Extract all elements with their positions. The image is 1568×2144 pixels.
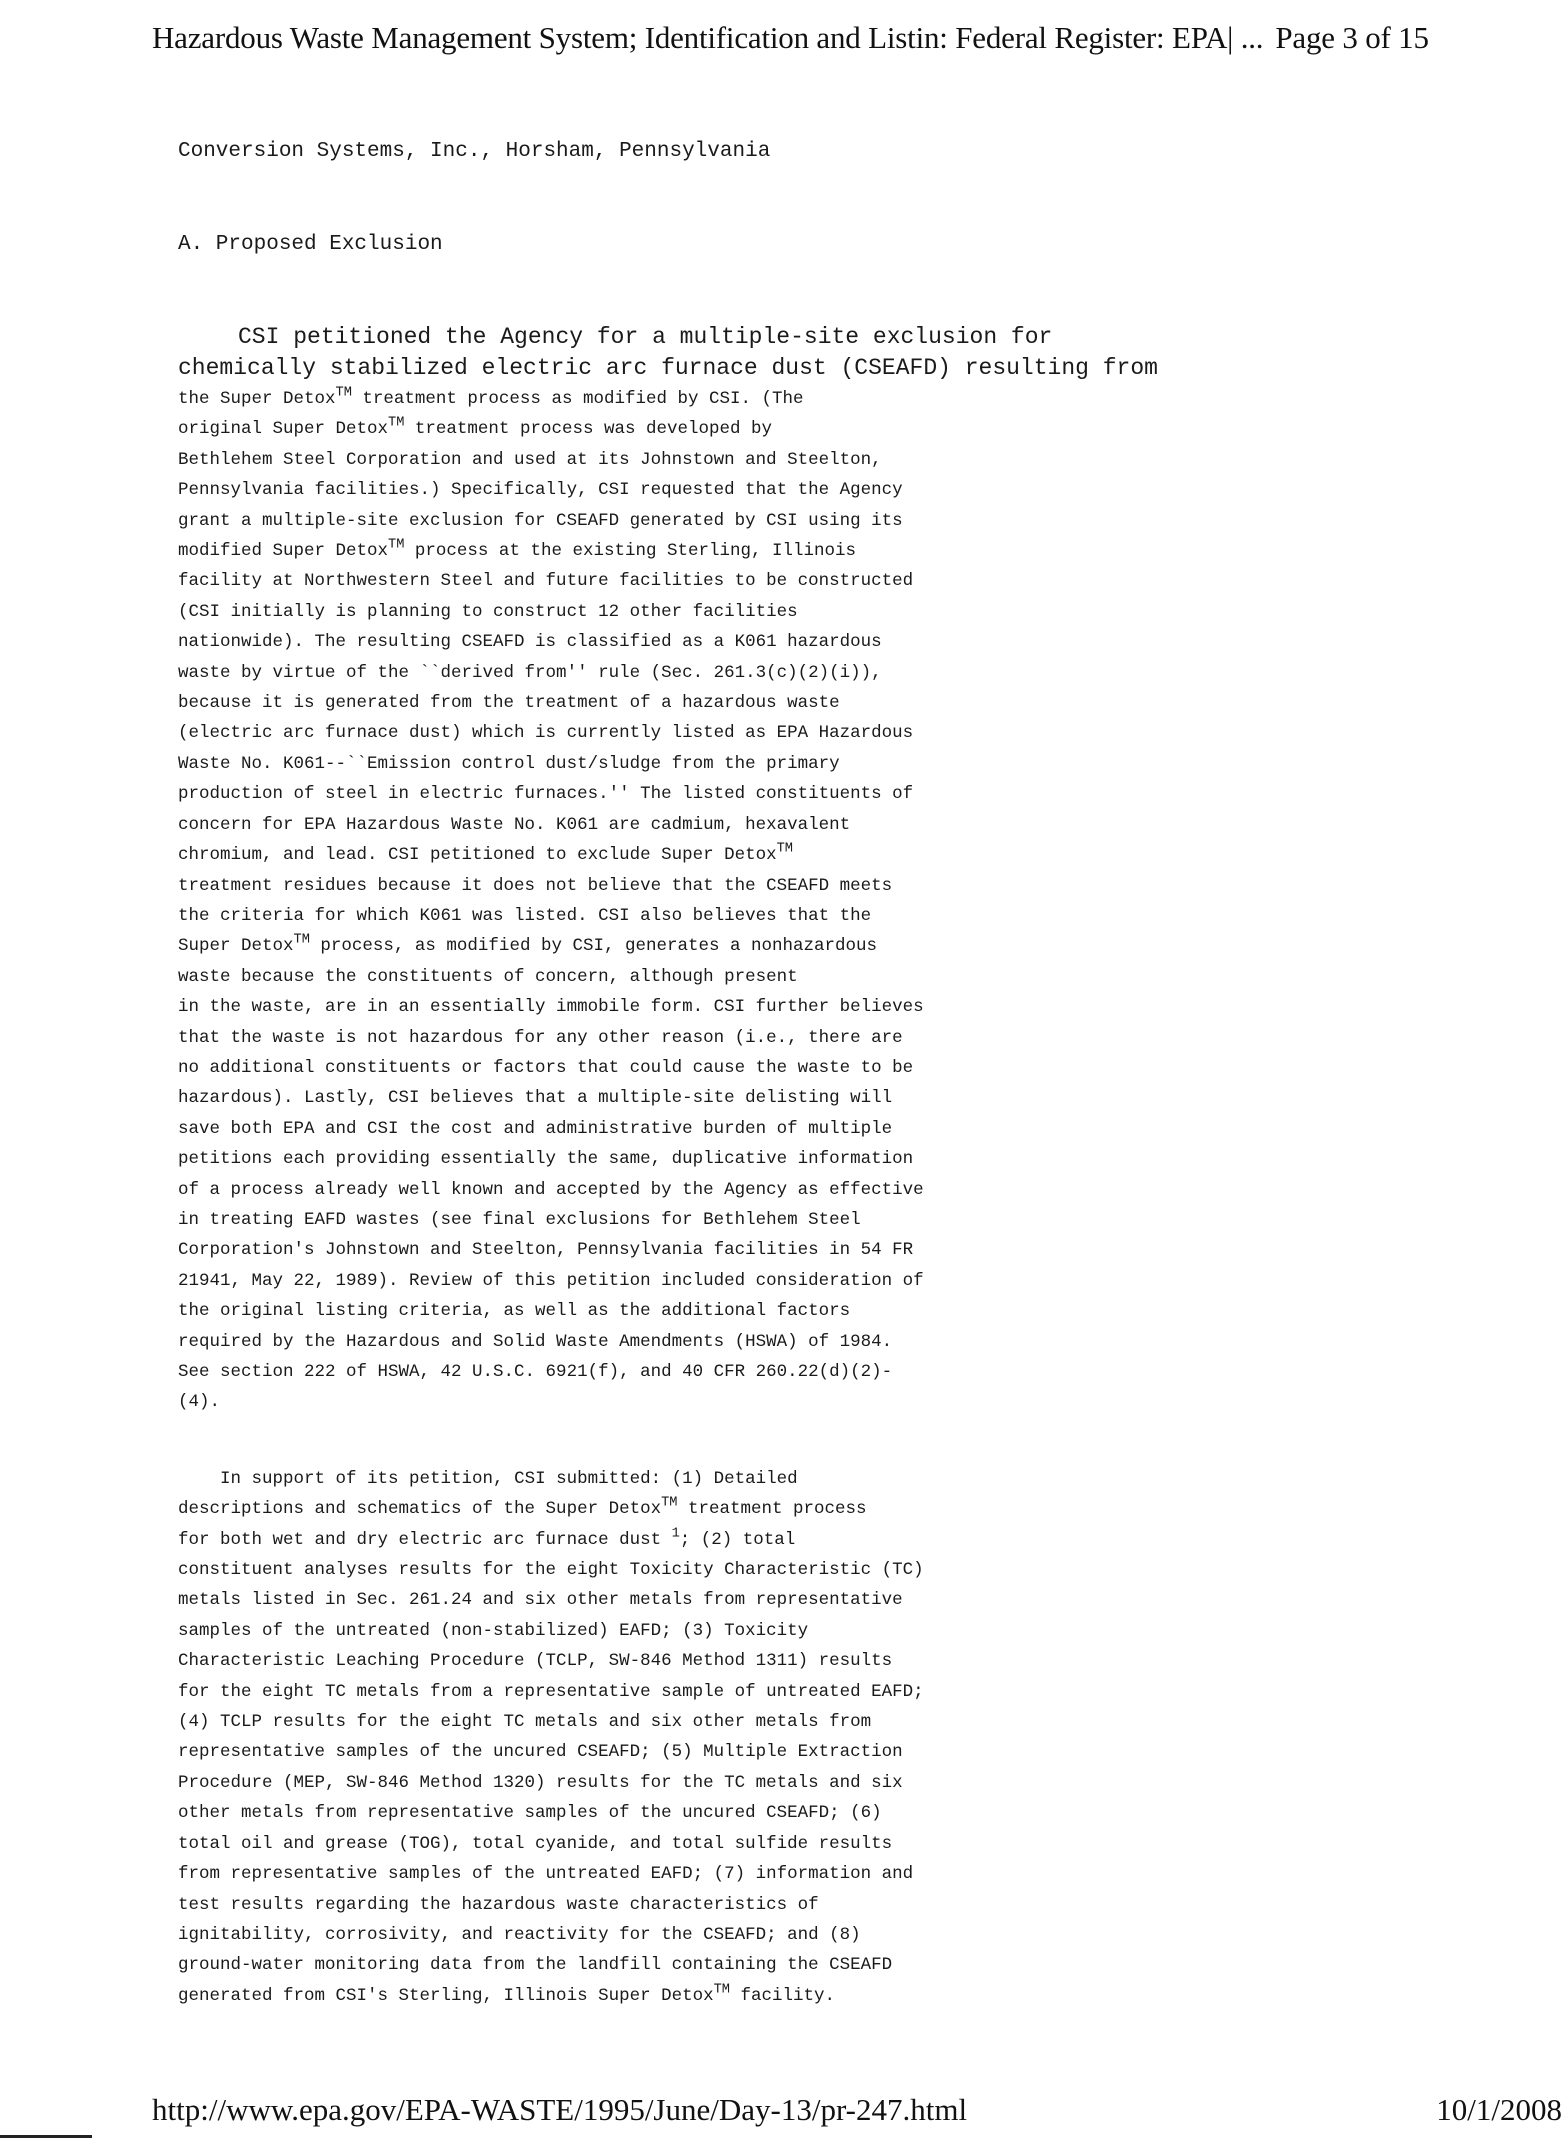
text-line: See section 222 of HSWA, 42 U.S.C. 6921(f), and 40 CFR 260.22(d)(2)- bbox=[178, 1362, 893, 1382]
footnote-ref[interactable]: 1 bbox=[671, 1526, 680, 1542]
text-line: total oil and grease (TOG), total cyanide, and total sulfide results bbox=[178, 1833, 893, 1854]
trademark-mark: TM bbox=[776, 841, 793, 857]
text-line: 21941, May 22, 1989). Review of this petition included consideration of bbox=[178, 1270, 924, 1291]
trademark-mark: TM bbox=[388, 537, 405, 553]
text-line: Pennsylvania facilities.) Specifically, CSI requested that the Agency bbox=[178, 480, 903, 501]
corner-rule bbox=[0, 2135, 92, 2138]
trademark-mark: TM bbox=[335, 385, 352, 401]
text-line: waste because the constituents of concern, although present bbox=[178, 966, 798, 987]
text-line: Characteristic Leaching Procedure (TCLP, SW-846 Method 1311) results bbox=[178, 1651, 893, 1672]
text-line: that the waste is not hazardous for any other reason (i.e., there are bbox=[178, 1027, 903, 1048]
trademark-mark: TM bbox=[661, 1495, 678, 1511]
text-line: the criteria for which K061 was listed. CSI also believes that the bbox=[178, 905, 872, 926]
text-line: hazardous). Lastly, CSI believes that a multiple-site delisting will bbox=[178, 1088, 893, 1109]
text-line: for the eight TC metals from a representative sample of untreated EAFD; bbox=[178, 1681, 924, 1702]
text-line: chemically stabilized electric arc furnace dust (CSEAFD) resulting from bbox=[178, 355, 1158, 381]
text-line: petitions each providing essentially the same, duplicative information bbox=[178, 1149, 914, 1170]
text-line: generated from CSI's Sterling, Illinois Super Detox™ facility. bbox=[178, 1982, 835, 2006]
section-title: A. Proposed Exclusion bbox=[178, 233, 443, 256]
company-line: Conversion Systems, Inc., Horsham, Pennsylvania bbox=[178, 140, 771, 163]
text-line: Corporation's Johnstown and Steelton, Pennsylvania facilities in 54 FR bbox=[178, 1240, 914, 1261]
text-line: samples of the untreated (non-stabilized) EAFD; (3) Toxicity bbox=[178, 1620, 809, 1641]
text-line: grant a multiple-site exclusion for CSEAFD generated by CSI using its bbox=[178, 510, 903, 531]
trademark-mark: TM bbox=[388, 415, 405, 431]
text-line: Procedure (MEP, SW-846 Method 1320) results for the TC metals and six bbox=[178, 1772, 903, 1793]
text-line: (electric arc furnace dust) which is currently listed as EPA Hazardous bbox=[178, 723, 914, 744]
text-line: of a process already well known and accepted by the Agency as effective bbox=[178, 1179, 924, 1200]
text-line: nationwide). The resulting CSEAFD is classified as a K061 hazardous bbox=[178, 632, 882, 653]
trademark-mark: TM bbox=[713, 1982, 730, 1998]
text-line: for both wet and dry electric arc furnace dust $^1$; (2) total bbox=[178, 1526, 796, 1550]
text-line: required by the Hazardous and Solid Waste Amendments (HSWA) of 1984. bbox=[178, 1331, 893, 1352]
text-line: in the waste, are in an essentially immobile form. CSI further believes bbox=[178, 997, 924, 1018]
text-line: In support of its petition, CSI submitted: (1) Detailed bbox=[220, 1468, 798, 1489]
text-line: the original listing criteria, as well as the additional factors bbox=[178, 1301, 851, 1322]
text-line: descriptions and schematics of the Super Detox™ treatment process bbox=[178, 1495, 867, 1520]
text-line: modified Super Detox™ process at the existing Sterling, Illinois bbox=[178, 537, 856, 562]
document-body bbox=[178, 140, 1238, 2011]
text-line: (4) TCLP results for the eight TC metals and six other metals from bbox=[178, 1712, 872, 1733]
text-line: facility at Northwestern Steel and future facilities to be constructed bbox=[178, 571, 914, 592]
text-line: other metals from representative samples of the uncured CSEAFD; (6) bbox=[178, 1803, 882, 1824]
text-line: metals listed in Sec. 261.24 and six other metals from representative bbox=[178, 1590, 903, 1611]
text-line: original Super Detox™ treatment process was developed by bbox=[178, 415, 772, 440]
text-line: the Super Detox™ treatment process as modified by CSI. (The bbox=[178, 385, 804, 409]
text-line: test results regarding the hazardous waste characteristics of bbox=[178, 1894, 819, 1915]
text-line: ignitability, corrosivity, and reactivity for the CSEAFD; and (8) bbox=[178, 1924, 861, 1945]
text-line: CSI petitioned the Agency for a multiple-site exclusion for bbox=[238, 324, 1053, 350]
text-line: production of steel in electric furnaces.'' The listed constituents of bbox=[178, 784, 914, 805]
text-line: Bethlehem Steel Corporation and used at its Johnstown and Steelton, bbox=[178, 449, 882, 470]
text-line: no additional constituents or factors that could cause the waste to be bbox=[178, 1057, 914, 1078]
footer-date: 10/1/2008 bbox=[1436, 2092, 1562, 2127]
paragraph-1 bbox=[178, 384, 1238, 1418]
trademark-mark: TM bbox=[293, 932, 310, 948]
header-title: Hazardous Waste Management System; Identification and Listin: Federal Register: EPA| ... bbox=[152, 20, 1264, 55]
text-line: concern for EPA Hazardous Waste No. K061 are cadmium, hexavalent bbox=[178, 814, 851, 835]
text-line: because it is generated from the treatment of a hazardous waste bbox=[178, 693, 840, 714]
footer-url[interactable]: http://www.epa.gov/EPA-WASTE/1995/June/Day-13/pr-247.html bbox=[152, 2092, 968, 2127]
paragraph-2 bbox=[178, 1464, 1238, 2011]
text-line: treatment residues because it does not believe that the CSEAFD meets bbox=[178, 875, 893, 896]
page-header bbox=[152, 20, 1562, 56]
text-line: (4). bbox=[178, 1392, 221, 1413]
text-line: save both EPA and CSI the cost and administrative burden of multiple bbox=[178, 1118, 893, 1139]
text-line: from representative samples of the untreated EAFD; (7) information and bbox=[178, 1864, 914, 1885]
text-line: waste by virtue of the ``derived from'' rule (Sec. 261.3(c)(2)(i)), bbox=[178, 662, 882, 683]
text-line: constituent analyses results for the eight Toxicity Characteristic (TC) bbox=[178, 1560, 924, 1581]
header-page-number: Page 3 of 15 bbox=[1275, 20, 1429, 55]
text-line: in treating EAFD wastes (see final exclusions for Bethlehem Steel bbox=[178, 1209, 861, 1230]
text-line: Waste No. K061--``Emission control dust/sludge from the primary bbox=[178, 753, 840, 774]
text-line: representative samples of the uncured CSEAFD; (5) Multiple Extraction bbox=[178, 1742, 903, 1763]
text-line: ground-water monitoring data from the landfill containing the CSEAFD bbox=[178, 1955, 893, 1976]
text-line: Super Detox™ process, as modified by CSI, generates a nonhazardous bbox=[178, 932, 877, 957]
text-line: (CSI initially is planning to construct 12 other facilities bbox=[178, 601, 798, 622]
paragraph-1-lead bbox=[178, 322, 1238, 384]
text-line: chromium, and lead. CSI petitioned to exclude Super Detox™ bbox=[178, 841, 793, 866]
